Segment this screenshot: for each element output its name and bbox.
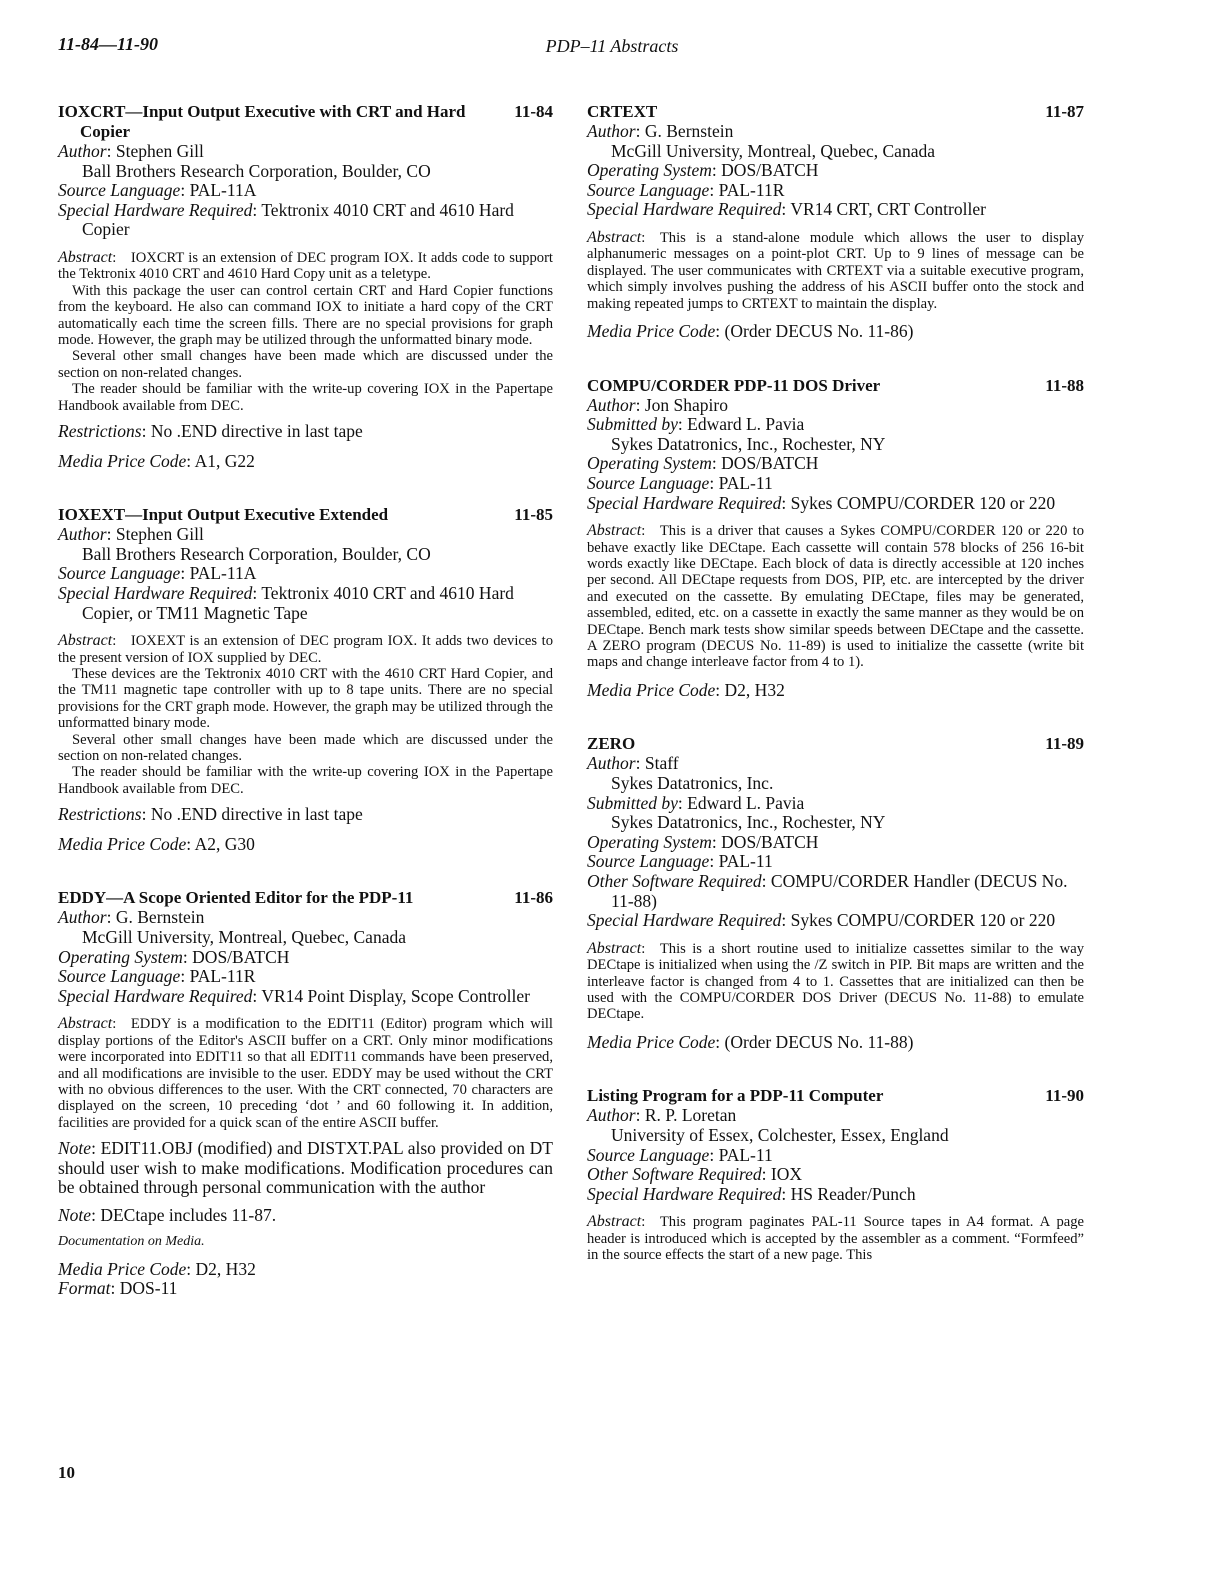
affiliation-line: McGill University, Montreal, Quebec, Canada bbox=[611, 140, 935, 161]
field-label: Author bbox=[587, 1105, 636, 1126]
media-label: Media Price Code bbox=[58, 833, 187, 854]
abstract-sentence: IOXEXT is an extension of DEC program IOX. It adds two devices to the present version of IOX supplied by DEC. bbox=[58, 633, 553, 666]
entry-heading bbox=[587, 734, 1084, 754]
field-label: Special Hardware Required bbox=[58, 985, 253, 1006]
field-label: Author bbox=[587, 121, 636, 141]
metadata-field: Source Language: PAL-11R bbox=[58, 966, 256, 987]
abstract-entry bbox=[587, 376, 1084, 701]
abstract-entry bbox=[587, 1086, 1084, 1263]
metadata-field: Operating System: DOS/BATCH bbox=[587, 831, 819, 852]
media-value: A2, G30 bbox=[194, 833, 255, 854]
note-label: Note bbox=[58, 1138, 92, 1159]
abstract-sentence: IOXCRT is an extension of DEC program IOX. It adds code to support the Tektronix 4010 CRT and 4610 Hard Copy unit as a teletype. bbox=[58, 249, 553, 283]
abstract-sentence: This is a short routine used to initialize cassettes similar to the way DECtape is initialized when using the /Z switch in PIP. Bit maps are written and the interleave factor is changed from 4 to 1. Cassettes that are initialized can then be used with the COMPU/CORDER DOS Driver (DECUS No. 11-88) to emulate DECtape. bbox=[587, 940, 1084, 1023]
note-field: Note: DECtape includes 11-87. bbox=[58, 1205, 277, 1226]
field-value: PAL-11R bbox=[189, 966, 256, 987]
abstract-sentence: With this package the user can control certain CRT and Hard Copier functions from the keyboard. He also can command IOX to initiate a hard copy of the CRT automatically each time the screen fills. There are no special provisions for graph mode. However, the graph may be utilized through the unformatted binary mode. bbox=[58, 282, 553, 348]
field-value: Tektronix 4010 CRT and 4610 Hard Copier bbox=[82, 199, 514, 240]
entry-heading bbox=[587, 376, 1084, 396]
field-label: Submitted by bbox=[587, 414, 678, 435]
field-value: Jon Shapiro bbox=[644, 394, 728, 415]
metadata-field: Special Hardware Required: Tektronix 4010 CRT and 4610 Hard Copier bbox=[58, 199, 514, 240]
media-price-code: Media Price Code: (Order DECUS No. 11-88) bbox=[587, 1031, 914, 1052]
field-value: DOS/BATCH bbox=[721, 453, 819, 474]
entry-heading bbox=[58, 888, 553, 908]
field-value: VR14 CRT, CRT Controller bbox=[790, 199, 986, 220]
metadata-field: Author: R. P. Loretan bbox=[587, 1105, 737, 1126]
abstract-text bbox=[587, 941, 1084, 1023]
entry-title: COMPU/CORDER PDP-11 DOS Driver bbox=[587, 375, 881, 395]
entry-title: Listing Program for a PDP-11 Computer bbox=[587, 1086, 884, 1106]
field-value: G. Bernstein bbox=[644, 121, 734, 141]
field-value: IOX bbox=[770, 1164, 803, 1185]
media-price-code: Media Price Code: D2, H32 bbox=[587, 679, 785, 700]
field-label: Source Language bbox=[587, 851, 710, 872]
abstract-paragraph: Abstract: This is a stand-alone module which allows the user to display alphanumeric messages on a point-plot CRT. Up to 9 lines of message can be displayed. The user communicates with CRTEXT via a suitable executive program, which simply involves pushing the address of his ASCII buffer onto the stock and making repeated jumps to CRTEXT to maintain the display. bbox=[587, 228, 1084, 312]
field-value: DOS/BATCH bbox=[721, 831, 819, 852]
abstract-paragraph: Abstract: IOXCRT is an extension of DEC program IOX. It adds code to support the Tektronix 4010 CRT and 4610 Hard Copy unit as a teletype. bbox=[58, 248, 553, 283]
note-label: Note bbox=[58, 1205, 92, 1226]
metadata-field: Special Hardware Required: Sykes COMPU/CORDER 120 or 220 bbox=[587, 910, 1056, 931]
abstract-paragraph bbox=[58, 732, 553, 765]
abstract-entry bbox=[58, 102, 553, 471]
affiliation-line: Sykes Datatronics, Inc., Rochester, NY bbox=[611, 433, 886, 454]
left-column bbox=[58, 102, 553, 1299]
media-value: A1, G22 bbox=[194, 450, 255, 471]
entry-heading bbox=[587, 1086, 1084, 1106]
abstract-entry bbox=[587, 102, 1084, 342]
abstract-sentence: This program paginates PAL-11 Source tapes in A4 format. A page header is introduced which is accepted by the assembler as a comment. “Formfeed” in the source effects the start of a new page. This bbox=[587, 1214, 1084, 1264]
metadata-field: Special Hardware Required: Sykes COMPU/CORDER 120 or 220 bbox=[587, 492, 1056, 513]
field-value: PAL-11A bbox=[189, 563, 257, 584]
metadata-field: Author: Jon Shapiro bbox=[587, 394, 728, 415]
metadata-field: Source Language: PAL-11A bbox=[58, 180, 257, 201]
metadata-field: Source Language: PAL-11A bbox=[58, 563, 257, 584]
affiliation-line: Ball Brothers Research Corporation, Boulder, CO bbox=[82, 543, 431, 564]
metadata-field: Operating System: DOS/BATCH bbox=[58, 946, 290, 967]
field-label: Source Language bbox=[58, 180, 181, 201]
field-label: Author bbox=[587, 753, 636, 774]
field-value: Tektronix 4010 CRT and 4610 Hard Copier, or TM11 Magnetic Tape bbox=[82, 583, 514, 623]
entry-heading bbox=[587, 102, 1084, 122]
abstract-paragraph bbox=[58, 348, 553, 381]
abstract-sentence: EDDY is a modification to the EDIT11 (Editor) program which will display portions of the Editor's ASCII buffer on a CRT. Only minor modifications were incorporated into EDIT11 so that all EDIT11 commands have been preserved, and all modifications are invisible to the user. EDDY may be used without the CRT with no obvious differences to the user. With the CRT connected, 70 characters are displayed on the screen, 10 preceding ‘dot ’ and 60 following it. In addition, facilities are provided for a quick scan of the entire ASCII buffer. bbox=[58, 1016, 553, 1131]
abstract-label: Abstract bbox=[58, 248, 113, 266]
abstract-paragraph: Abstract: This is a driver that causes a Sykes COMPU/CORDER 120 or 220 to behave exactly like DECtape. Each cassette will contain 578 blocks of 256 16-bit words exactly like DECtape. Each block of data is directly accessible at 120 inches per second. All DECtape requests from DOS, PIP, etc. are intercepted by the driver and executed on the cassette. By emulating DECtape, files may be generated, assembled, edited, etc. on a cassette in exactly the same manner as they would be on DECtape. Bench mark tests show similar speeds between DECtape and the cassette. A ZERO program (DECUS No. 11-89) is used to initialize the cassette (write bit maps and change interleave factor from 4 to 1). bbox=[587, 522, 1084, 671]
note-field: Restrictions: No .END directive in last tape bbox=[58, 804, 363, 825]
field-label: Operating System bbox=[587, 453, 712, 474]
abstract-text bbox=[58, 1016, 553, 1131]
field-value: Edward L. Pavia bbox=[687, 792, 805, 813]
abstract-paragraph: Abstract: This is a short routine used to initialize cassettes similar to the way DECtape is initialized when using the /Z switch in PIP. Bit maps are written and the interleave factor is changed from 4 to 1. Cassettes that are initialized can then be used with the COMPU/CORDER DOS Driver (DECUS No. 11-88) to emulate DECtape. bbox=[587, 939, 1084, 1023]
media-price-code: Media Price Code: (Order DECUS No. 11-86) bbox=[587, 321, 914, 341]
field-label: Author bbox=[58, 524, 107, 545]
metadata-field: Special Hardware Required: VR14 CRT, CRT Controller bbox=[587, 199, 986, 220]
abstract-paragraph bbox=[58, 283, 553, 349]
field-value: DOS/BATCH bbox=[721, 160, 819, 181]
format-label: Format bbox=[58, 1278, 111, 1299]
media-label: Media Price Code bbox=[587, 1031, 716, 1052]
note-label: Restrictions bbox=[58, 804, 142, 825]
entry-title: IOXCRT—Input Output Executive with CRT and Hard Copier bbox=[58, 102, 466, 141]
field-label: Special Hardware Required bbox=[587, 492, 782, 513]
metadata-field: Source Language: PAL-11 bbox=[587, 472, 773, 493]
abstract-paragraph: Abstract: EDDY is a modification to the EDIT11 (Editor) program which will display portions of the Editor's ASCII buffer on a CRT. Only minor modifications were incorporated into EDIT11 so that all EDIT11 commands have been preserved, and all modifications are invisible to the user. EDDY may be used without the CRT with no obvious differences to the user. With the CRT connected, 70 characters are displayed on the screen, 10 preceding ‘dot ’ and 60 following it. In addition, facilities are provided for a quick scan of the entire ASCII buffer. bbox=[58, 1015, 553, 1131]
field-value: PAL-11 bbox=[718, 472, 773, 493]
abstract-text bbox=[58, 250, 553, 414]
metadata-field: Author: Stephen Gill bbox=[58, 524, 204, 545]
media-value: (Order DECUS No. 11-86) bbox=[724, 321, 914, 341]
metadata-field: Operating System: DOS/BATCH bbox=[587, 453, 819, 474]
entry-title: CRTEXT bbox=[587, 102, 658, 121]
entry-number: 11-89 bbox=[1045, 734, 1084, 754]
metadata-field: Special Hardware Required: HS Reader/Punch bbox=[587, 1183, 916, 1204]
metadata-field: Other Software Required: COMPU/CORDER Handler (DECUS No. 11-88) bbox=[587, 870, 1068, 911]
metadata-field: Author: G. Bernstein bbox=[58, 907, 205, 928]
field-value: HS Reader/Punch bbox=[790, 1183, 916, 1204]
abstract-entry bbox=[58, 888, 553, 1298]
abstract-entry bbox=[58, 505, 553, 854]
page-number: 10 bbox=[58, 1463, 75, 1482]
abstract-label: Abstract bbox=[587, 228, 642, 246]
field-label: Operating System bbox=[587, 160, 712, 181]
abstract-paragraph bbox=[58, 666, 553, 732]
abstract-paragraph bbox=[58, 764, 553, 797]
metadata-field: Operating System: DOS/BATCH bbox=[587, 160, 819, 181]
running-header-range: 11-84—11-90 bbox=[58, 34, 159, 54]
field-value: PAL-11 bbox=[718, 1144, 773, 1165]
note-value: No .END directive in last tape bbox=[150, 804, 363, 825]
field-value: Edward L. Pavia bbox=[687, 414, 805, 435]
field-value: PAL-11A bbox=[189, 180, 257, 201]
field-label: Author bbox=[58, 141, 107, 161]
field-label: Operating System bbox=[587, 831, 712, 852]
entry-number: 11-86 bbox=[514, 888, 553, 908]
field-value: Stephen Gill bbox=[115, 141, 204, 161]
field-label: Special Hardware Required bbox=[58, 583, 253, 603]
media-price-code: Media Price Code: D2, H32 bbox=[58, 1258, 256, 1279]
abstract-sentence: This is a driver that causes a Sykes COMPU/CORDER 120 or 220 to behave exactly like DECtape. Each cassette will contain 578 blocks of 256 16-bit words exactly like DECtape. Each block of data is directly accessible at 120 inches per second. All DECtape requests from DOS, PIP, etc. are intercepted by the driver and executed on the cassette. By emulating DECtape, files may be generated, assembled, edited, etc. on a cassette in exactly the same manner as they would be on DECtape. Bench mark tests show similar speeds between DECtape and the cassette. A ZERO program (DECUS No. 11-89) is used to initialize the cassette (write bit maps and change interleave factor from 4 to 1). bbox=[587, 523, 1084, 671]
entry-number: 11-87 bbox=[1045, 102, 1084, 121]
affiliation-line: McGill University, Montreal, Quebec, Canada bbox=[82, 927, 406, 948]
field-label: Other Software Required bbox=[587, 1164, 762, 1185]
field-value: PAL-11R bbox=[718, 179, 785, 200]
metadata-field: Special Hardware Required: Tektronix 4010 CRT and 4610 Hard Copier, or TM11 Magnetic Tape bbox=[58, 583, 514, 623]
field-label: Source Language bbox=[587, 472, 710, 493]
metadata-field: Special Hardware Required: VR14 Point Display, Scope Controller bbox=[58, 985, 530, 1006]
field-label: Source Language bbox=[587, 179, 710, 200]
affiliation-line: Ball Brothers Research Corporation, Boulder, CO bbox=[82, 160, 431, 181]
abstract-paragraph: Abstract: This program paginates PAL-11 Source tapes in A4 format. A page header is introduced which is accepted by the assembler as a comment. “Formfeed” in the source effects the start of a new page. This bbox=[587, 1213, 1084, 1264]
abstract-text bbox=[587, 230, 1084, 312]
entry-number: 11-90 bbox=[1045, 1086, 1084, 1106]
field-value: Sykes COMPU/CORDER 120 or 220 bbox=[790, 910, 1056, 931]
note-field: Restrictions: No .END directive in last tape bbox=[58, 421, 363, 442]
abstract-sentence: The reader should be familiar with the write-up covering IOX in the Papertape Handbook available from DEC. bbox=[58, 764, 553, 797]
abstract-label: Abstract bbox=[587, 939, 642, 957]
metadata-field: Author: Stephen Gill bbox=[58, 141, 204, 161]
entry-title: ZERO bbox=[587, 734, 636, 754]
field-label: Special Hardware Required bbox=[587, 910, 782, 931]
field-label: Source Language bbox=[58, 966, 181, 987]
note-value: No .END directive in last tape bbox=[150, 421, 363, 442]
running-header-title: PDP–11 Abstracts bbox=[545, 36, 679, 56]
media-price-code: Media Price Code: A2, G30 bbox=[58, 833, 255, 854]
field-value: PAL-11 bbox=[718, 851, 773, 872]
entry-number: 11-88 bbox=[1045, 375, 1084, 395]
field-value: Stephen Gill bbox=[115, 524, 204, 545]
documentation-note: Documentation on Media. bbox=[58, 1233, 205, 1249]
media-value: D2, H32 bbox=[724, 679, 785, 700]
field-label: Special Hardware Required bbox=[587, 1183, 782, 1204]
field-label: Source Language bbox=[587, 1144, 710, 1165]
abstract-label: Abstract bbox=[587, 522, 642, 540]
media-price-code: Media Price Code: A1, G22 bbox=[58, 450, 255, 471]
affiliation-line: University of Essex, Colchester, Essex, England bbox=[611, 1124, 949, 1145]
abstract-text bbox=[587, 1214, 1084, 1263]
media-value: (Order DECUS No. 11-88) bbox=[724, 1031, 914, 1052]
media-value: D2, H32 bbox=[195, 1258, 256, 1279]
metadata-field: Submitted by: Edward L. Pavia bbox=[587, 792, 805, 813]
field-label: Other Software Required bbox=[587, 870, 762, 891]
entry-number: 11-84 bbox=[514, 102, 553, 121]
abstract-label: Abstract bbox=[58, 632, 113, 650]
metadata-field: Author: G. Bernstein bbox=[587, 121, 734, 141]
field-value: G. Bernstein bbox=[115, 907, 205, 928]
field-label: Author bbox=[58, 907, 107, 928]
abstract-paragraph: Abstract: IOXEXT is an extension of DEC program IOX. It adds two devices to the present version of IOX supplied by DEC. bbox=[58, 632, 553, 666]
abstract-text bbox=[587, 523, 1084, 671]
abstract-text bbox=[58, 633, 553, 797]
field-value: R. P. Loretan bbox=[644, 1105, 737, 1126]
note-value: EDIT11.OBJ (modified) and DISTXT.PAL also provided on DT should user wish to make modifications. Modification procedures can be obtained through personal communication with the author bbox=[58, 1138, 553, 1198]
abstract-sentence: This is a stand-alone module which allows the user to display alphanumeric messages on a point-plot CRT. Up to 9 lines of message can be displayed. The user communicates with CRTEXT via a suitable executive program, which simply involves pushing the address of his ASCII buffer onto the stock and making repeated jumps to CRTEXT to maintain the display. bbox=[587, 229, 1084, 312]
entry-title: EDDY—A Scope Oriented Editor for the PDP-11 bbox=[58, 888, 414, 908]
format-field: Format: DOS-11 bbox=[58, 1278, 178, 1299]
right-column bbox=[587, 102, 1084, 1264]
metadata-field: Author: Staff bbox=[587, 753, 679, 774]
abstract-sentence: Several other small changes have been made which are discussed under the section on non-related changes. bbox=[58, 731, 553, 765]
metadata-field: Source Language: PAL-11 bbox=[587, 851, 773, 872]
field-value: VR14 Point Display, Scope Controller bbox=[261, 985, 530, 1006]
metadata-field: Other Software Required: IOX bbox=[587, 1164, 803, 1185]
abstract-label: Abstract bbox=[58, 1015, 113, 1033]
field-value: Staff bbox=[644, 753, 679, 774]
field-value: Sykes COMPU/CORDER 120 or 220 bbox=[790, 492, 1056, 513]
note-field: Note: EDIT11.OBJ (modified) and DISTXT.PAL also provided on DT should user wish to make modifications. Modification procedures can be obtained through personal communication with the author bbox=[58, 1138, 553, 1198]
abstract-sentence: These devices are the Tektronix 4010 CRT with the 4610 CRT Hard Copier, and the TM11 magnetic tape controller with up to 8 tape units. There are no special provisions for the CRT graph mode. However, the graph may be utilized through the unformatted binary mode. bbox=[58, 666, 553, 732]
entry-heading bbox=[58, 102, 553, 142]
media-label: Media Price Code bbox=[587, 321, 716, 341]
media-label: Media Price Code bbox=[58, 450, 187, 471]
field-label: Source Language bbox=[58, 563, 181, 584]
abstract-sentence: Several other small changes have been made which are discussed under the section on non-related changes. bbox=[58, 348, 553, 381]
entry-title: IOXEXT—Input Output Executive Extended bbox=[58, 505, 389, 525]
field-label: Author bbox=[587, 394, 636, 415]
metadata-field: Source Language: PAL-11 bbox=[587, 1144, 773, 1165]
field-value: DOS/BATCH bbox=[192, 946, 290, 967]
field-label: Operating System bbox=[58, 946, 183, 967]
media-label: Media Price Code bbox=[587, 679, 716, 700]
affiliation-line: Sykes Datatronics, Inc. bbox=[611, 773, 774, 793]
entry-heading bbox=[58, 505, 553, 525]
abstract-label: Abstract bbox=[587, 1213, 642, 1231]
field-value: COMPU/CORDER Handler (DECUS No. 11-88) bbox=[611, 870, 1068, 911]
field-label: Submitted by bbox=[587, 792, 678, 813]
abstract-entry bbox=[587, 734, 1084, 1052]
field-label: Special Hardware Required bbox=[587, 199, 782, 220]
metadata-field: Submitted by: Edward L. Pavia bbox=[587, 414, 805, 435]
affiliation-line: Sykes Datatronics, Inc., Rochester, NY bbox=[611, 812, 886, 833]
abstract-sentence: The reader should be familiar with the write-up covering IOX in the Papertape Handbook available from DEC. bbox=[58, 381, 553, 414]
entry-number: 11-85 bbox=[514, 505, 553, 525]
abstract-paragraph bbox=[58, 381, 553, 414]
note-label: Restrictions bbox=[58, 421, 142, 442]
media-label: Media Price Code bbox=[58, 1258, 187, 1279]
field-label: Special Hardware Required bbox=[58, 199, 253, 220]
metadata-field: Source Language: PAL-11R bbox=[587, 179, 785, 200]
note-value: DECtape includes 11-87. bbox=[100, 1205, 277, 1226]
format-value: DOS-11 bbox=[119, 1278, 178, 1299]
